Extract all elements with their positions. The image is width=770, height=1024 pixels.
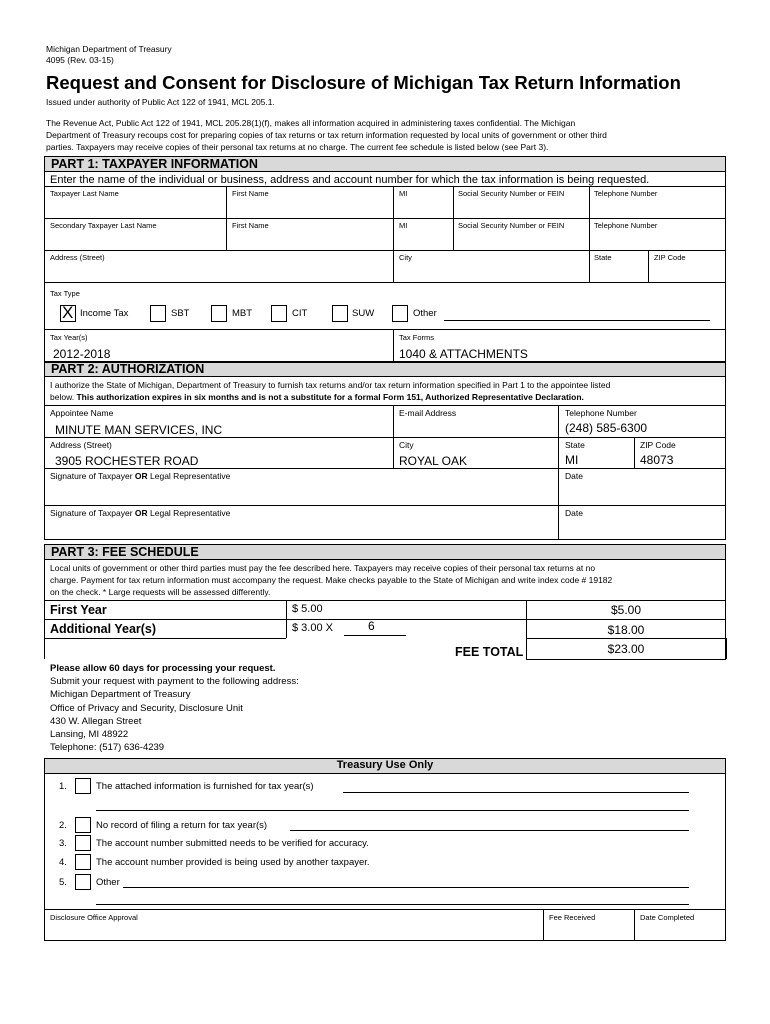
disclosure-approval-label: Disclosure Office Approval xyxy=(50,913,138,922)
fee-received-label: Fee Received xyxy=(549,913,596,922)
treasury-item-4-num: 4. xyxy=(59,857,67,868)
mbt-label: MBT xyxy=(232,308,253,319)
authorization-text: I authorize the State of Michigan, Department of Treasury to furnish tax returns and/or tax return information specified in Part 1 to the appointee listed below. This authorization expires in six months and is not a substitute for a formal Form 151, Authorized Representative Declaration. xyxy=(50,380,611,402)
tax-years-label: Tax Year(s) xyxy=(50,333,88,342)
address-label: Address (Street) xyxy=(50,253,105,262)
signature-2-label: Signature of Taxpayer OR Legal Representative xyxy=(50,508,231,518)
treasury-item-5-text: Other xyxy=(96,877,120,888)
appointee-city-value[interactable]: ROYAL OAK xyxy=(399,454,468,468)
fee-total-amount[interactable]: $23.00 xyxy=(607,642,645,656)
appointee-zip-label: ZIP Code xyxy=(640,440,676,450)
treasury-item-1-num: 1. xyxy=(59,781,67,792)
authority-line: Issued under authority of Public Act 122 of 1941, MCL 205.1. xyxy=(46,97,275,107)
appointee-label: Appointee Name xyxy=(50,408,114,418)
appointee-city-label: City xyxy=(399,440,414,450)
secondary-first-name-label: First Name xyxy=(232,221,269,230)
other-label: Other xyxy=(413,308,437,319)
treasury-item-5-num: 5. xyxy=(59,877,67,888)
taxpayer-last-name-label: Taxpayer Last Name xyxy=(50,189,119,198)
mbt-checkbox[interactable] xyxy=(211,305,227,322)
treasury-item-2-num: 2. xyxy=(59,820,67,831)
additional-years-count-line xyxy=(344,635,406,636)
fee-description: Local units of government or other third parties must pay the fee described here. Taxpayers may receive copies of their personal tax returns at no charge. Payment for tax return information must accompany the request. Make checks payable to the State of Michigan and write index code # 19182 on the check. * Large requests will be assessed differently. xyxy=(50,563,613,597)
treasury-item-4-checkbox[interactable] xyxy=(75,854,91,870)
signature-1-date-label: Date xyxy=(565,471,583,481)
fee-total-label: FEE TOTAL xyxy=(455,645,524,659)
appointee-state-value[interactable]: MI xyxy=(565,453,579,467)
first-year-amount[interactable]: $5.00 xyxy=(610,603,642,617)
treasury-item-1-line2[interactable] xyxy=(96,810,689,811)
mailing-instructions: Please allow 60 days for processing your request. Submit your request with payment to the following address: Michigan Department of Treasury Office of Privacy and Security, Disclosure Unit 430 W. Allegan Street Lansing, MI 48922 Telephone: (517) 636-4239 xyxy=(50,663,299,754)
sbt-checkbox[interactable] xyxy=(150,305,166,322)
tax-years-value[interactable]: 2012-2018 xyxy=(53,347,111,361)
treasury-item-3-checkbox[interactable] xyxy=(75,835,91,851)
first-name-label: First Name xyxy=(232,189,269,198)
treasury-item-5-checkbox[interactable] xyxy=(75,874,91,890)
treasury-item-5-line[interactable] xyxy=(123,887,689,888)
treasury-item-3-num: 3. xyxy=(59,838,67,849)
treasury-item-1-line[interactable] xyxy=(343,792,689,793)
first-year-rate: $ 5.00 xyxy=(292,603,323,615)
first-year-label: First Year xyxy=(50,603,107,617)
secondary-phone-label: Telephone Number xyxy=(594,221,658,230)
tax-forms-value[interactable]: 1040 & ATTACHMENTS xyxy=(399,347,528,361)
suw-checkbox[interactable] xyxy=(332,305,348,322)
cit-checkbox[interactable] xyxy=(271,305,287,322)
ssn-label: Social Security Number or FEIN xyxy=(458,189,565,198)
email-label: E-mail Address xyxy=(399,408,457,418)
additional-years-rate: $ 3.00 X xyxy=(292,622,333,634)
secondary-last-name-label: Secondary Taxpayer Last Name xyxy=(50,221,157,230)
income-tax-label: Income Tax xyxy=(80,308,129,319)
signature-1-label: Signature of Taxpayer OR Legal Representative xyxy=(50,471,231,481)
additional-years-label: Additional Year(s) xyxy=(50,622,157,636)
zip-label: ZIP Code xyxy=(654,253,686,262)
part1-instruction: Enter the name of the individual or business, address and account number for which the tax information is being requested. xyxy=(50,174,650,186)
treasury-item-3-text: The account number submitted needs to be verified for accuracy. xyxy=(96,838,369,849)
part2-heading: PART 2: AUTHORIZATION xyxy=(51,362,205,376)
treasury-item-1-checkbox[interactable] xyxy=(75,778,91,794)
secondary-ssn-label: Social Security Number or FEIN xyxy=(458,221,565,230)
treasury-item-1-text: The attached information is furnished for tax year(s) xyxy=(96,781,314,792)
additional-years-amount[interactable]: $18.00 xyxy=(607,623,645,637)
additional-years-count[interactable]: 6 xyxy=(368,619,375,633)
secondary-mi-label: MI xyxy=(399,221,408,230)
part3-heading: PART 3: FEE SCHEDULE xyxy=(51,545,199,559)
appointee-name-value[interactable]: MINUTE MAN SERVICES, INC xyxy=(55,423,223,437)
sbt-label: SBT xyxy=(171,308,190,319)
tax-forms-label: Tax Forms xyxy=(399,333,435,342)
other-checkbox[interactable] xyxy=(392,305,408,322)
other-line[interactable] xyxy=(444,320,710,321)
state-label: State xyxy=(594,253,612,262)
phone-label: Telephone Number xyxy=(594,189,658,198)
treasury-item-5-line2[interactable] xyxy=(96,904,689,905)
checkmark-x-icon: X xyxy=(62,303,74,322)
form-title: Request and Consent for Disclosure of Michigan Tax Return Information xyxy=(46,72,681,93)
appointee-zip-value[interactable]: 48073 xyxy=(640,453,674,467)
treasury-heading: Treasury Use Only xyxy=(336,759,434,771)
city-label: City xyxy=(399,253,412,262)
appointee-phone-label: Telephone Number xyxy=(565,408,637,418)
income-tax-checkbox[interactable] xyxy=(60,305,76,322)
agency-name: Michigan Department of Treasury xyxy=(46,44,172,54)
treasury-item-2-checkbox[interactable] xyxy=(75,817,91,833)
appointee-phone-value[interactable]: (248) 585-6300 xyxy=(565,421,648,435)
mi-label: MI xyxy=(399,189,408,198)
intro-paragraph: The Revenue Act, Public Act 122 of 1941, MCL 205.28(1)(f), makes all information acquired in administering taxes confidential. The Michigan Department of Treasury recoups cost for preparing copies of tax returns or tax return information requested by local units of government or other third parties. Taxpayers may receive copies of their personal tax returns at no charge. The current fee schedule is listed below (see Part 3). xyxy=(46,118,607,152)
treasury-item-2-line[interactable] xyxy=(290,830,689,831)
date-completed-label: Date Completed xyxy=(640,913,695,922)
treasury-item-2-text: No record of filing a return for tax year(s) xyxy=(96,820,268,831)
cit-label: CIT xyxy=(292,308,308,319)
form-number: 4095 (Rev. 03-15) xyxy=(46,55,114,65)
part1-heading: PART 1: TAXPAYER INFORMATION xyxy=(51,157,258,171)
signature-2-date-label: Date xyxy=(565,508,583,518)
appointee-state-label: State xyxy=(565,440,585,450)
tax-type-label: Tax Type xyxy=(50,289,80,298)
suw-label: SUW xyxy=(352,308,375,319)
appointee-address-value[interactable]: 3905 ROCHESTER ROAD xyxy=(55,454,199,468)
appointee-address-label: Address (Street) xyxy=(50,440,112,450)
treasury-item-4-text: The account number provided is being used by another taxpayer. xyxy=(96,857,370,868)
